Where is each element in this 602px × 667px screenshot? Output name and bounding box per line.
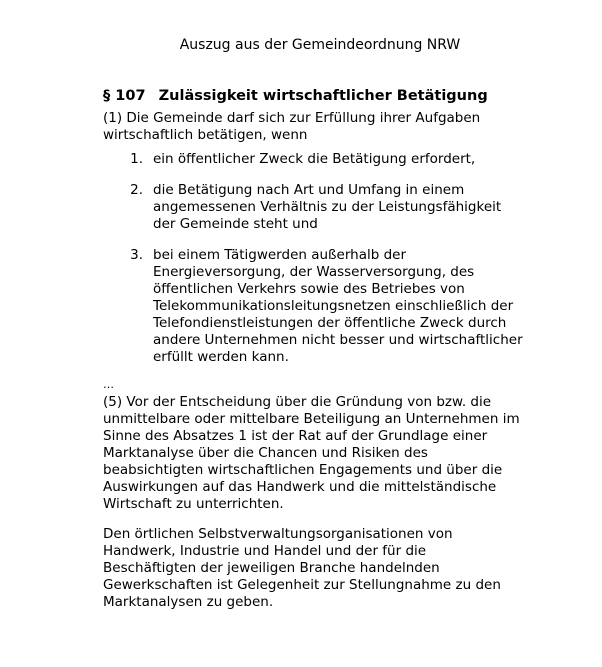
document-header: Auszug aus der Gemeindeordnung NRW [179,37,461,53]
list-item [103,182,523,233]
list-item-number: 3. [130,247,143,263]
section-number: § 107 [103,88,146,104]
document-content [103,87,523,611]
list-item-text: die Betätigung nach Art und Umfang in einem angemessenen Verhältnis zu der Leistungsfähigkeit der Gemeinde steht und [153,182,502,232]
section-title: Zulässigkeit wirtschaftlicher Betätigung [158,88,488,104]
condition-list [103,151,523,366]
section-heading [103,87,523,105]
list-item-number: 2. [130,182,143,198]
list-item [103,151,523,168]
paragraph-1: (1) Die Gemeinde darf sich zur Erfüllung ihrer Aufgaben wirtschaftlich betätigen, wenn [103,110,481,143]
list-item-number: 1. [130,151,143,167]
list-item [103,247,523,366]
list-item-text: bei einem Tätigwerden außerhalb der Energieversorgung, der Wasserversorgung, des öffentlichen Verkehrs sowie des Betriebes von Telekommunikationsleitungsnetzen einschließlich der Telefondienstleistungen der öffentliche Zweck durch andere Unternehmen nicht besser und wirtschaftlicher erfüllt werden kann. [153,247,523,365]
list-item-text: ein öffentlicher Zweck die Betätigung erfordert, [153,151,476,167]
paragraph-5: (5) Vor der Entscheidung über die Gründung von bzw. die unmittelbare oder mittelbare Beteiligung an Unternehmen im Sinne des Absatzes 1 ist der Rat auf der Grundlage einer Marktanalyse über die Chancen und Risiken des beabsichtigten wirtschaftlichen Engagements und über die Auswirkungen auf das Handwerk und die mittelständische Wirtschaft zu unterrichten. [103,394,520,512]
paragraph-5-continued: Den örtlichen Selbstverwaltungsorganisationen von Handwerk, Industrie und Handel und der für die Beschäftigten der jeweiligen Branche handelnden Gewerkschaften ist Gelegenheit zur Stellungnahme zu den Marktanalysen zu geben. [103,526,501,610]
omission-ellipsis: … [103,378,114,391]
